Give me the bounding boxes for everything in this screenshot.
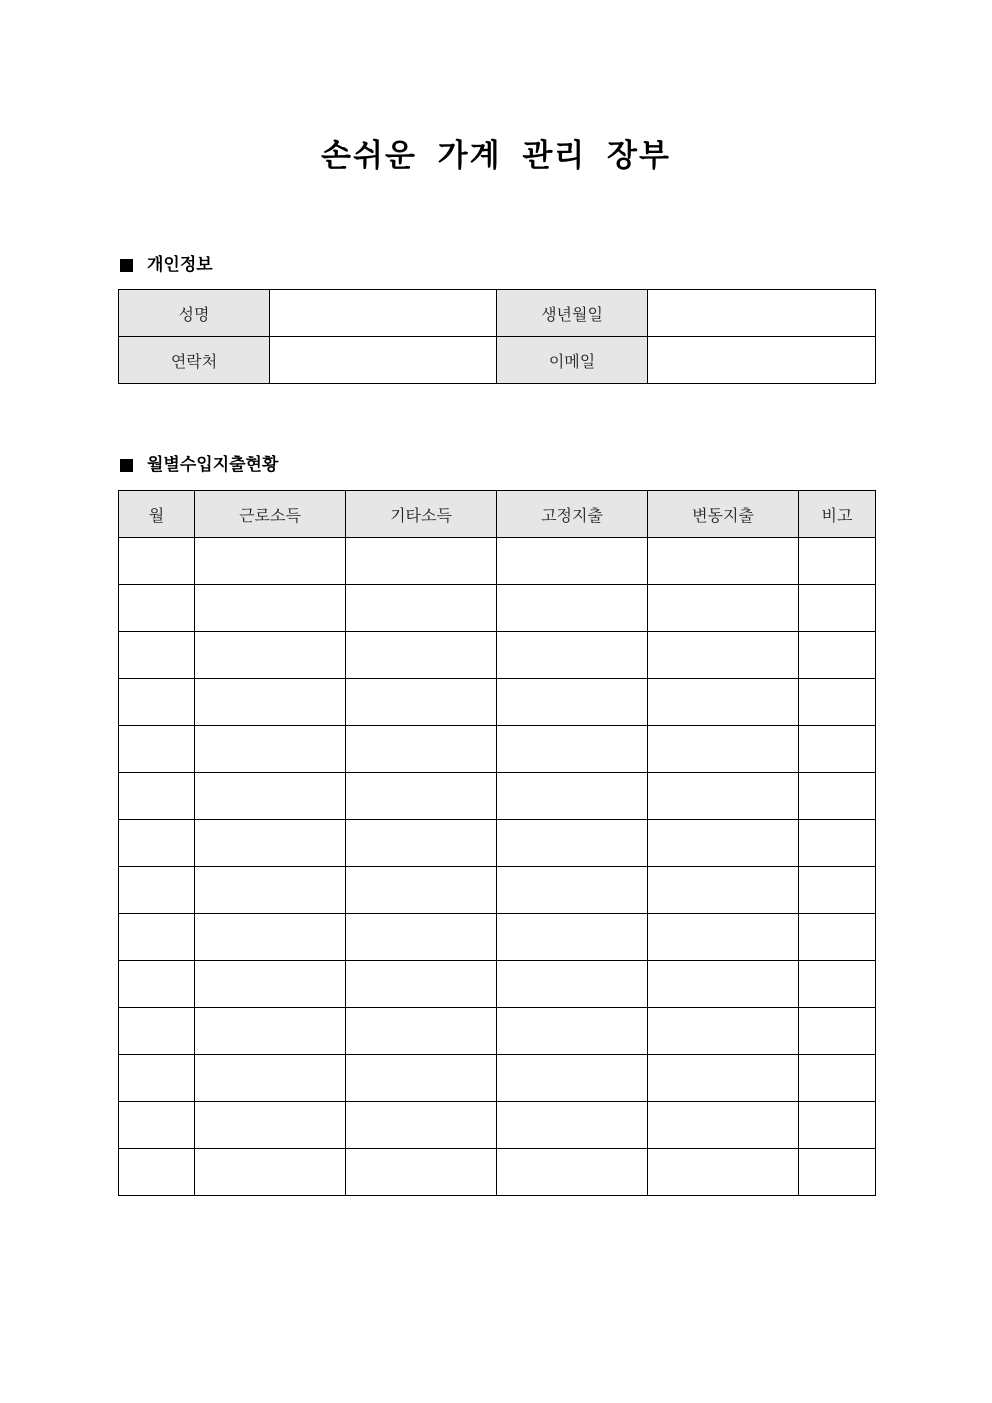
notes-cell[interactable] (799, 773, 876, 820)
month-cell[interactable] (119, 914, 195, 961)
earned-income-cell[interactable] (195, 820, 346, 867)
earned-income-cell[interactable] (195, 1055, 346, 1102)
other-income-cell[interactable] (346, 1055, 497, 1102)
column-header-earned-income: 근로소득 (195, 491, 346, 538)
notes-cell[interactable] (799, 961, 876, 1008)
fixed-expense-cell[interactable] (497, 538, 648, 585)
contact-field[interactable] (270, 337, 497, 384)
month-cell[interactable] (119, 585, 195, 632)
month-cell[interactable] (119, 867, 195, 914)
fixed-expense-cell[interactable] (497, 585, 648, 632)
notes-cell[interactable] (799, 726, 876, 773)
variable-expense-cell[interactable] (648, 632, 799, 679)
notes-cell[interactable] (799, 1102, 876, 1149)
variable-expense-cell[interactable] (648, 867, 799, 914)
table-row (119, 1008, 876, 1055)
month-cell[interactable] (119, 632, 195, 679)
table-row (119, 867, 876, 914)
monthly-ledger-table (118, 490, 876, 1196)
square-bullet-icon (120, 459, 133, 472)
section-heading-label: 개인정보 (147, 255, 213, 275)
variable-expense-cell[interactable] (648, 1055, 799, 1102)
earned-income-cell[interactable] (195, 538, 346, 585)
month-cell[interactable] (119, 773, 195, 820)
fixed-expense-cell[interactable] (497, 632, 648, 679)
earned-income-cell[interactable] (195, 1149, 346, 1196)
other-income-cell[interactable] (346, 1102, 497, 1149)
table-row (119, 961, 876, 1008)
fixed-expense-cell[interactable] (497, 961, 648, 1008)
earned-income-cell[interactable] (195, 726, 346, 773)
notes-cell[interactable] (799, 820, 876, 867)
fixed-expense-cell[interactable] (497, 1102, 648, 1149)
notes-cell[interactable] (799, 632, 876, 679)
month-cell[interactable] (119, 1055, 195, 1102)
variable-expense-cell[interactable] (648, 538, 799, 585)
month-cell[interactable] (119, 538, 195, 585)
personal-info-table (118, 289, 876, 384)
birthdate-label: 생년월일 (497, 290, 648, 337)
variable-expense-cell[interactable] (648, 679, 799, 726)
other-income-cell[interactable] (346, 961, 497, 1008)
fixed-expense-cell[interactable] (497, 679, 648, 726)
table-row (119, 337, 876, 384)
contact-label: 연락처 (119, 337, 270, 384)
section-heading-personal-info (118, 253, 213, 277)
variable-expense-cell[interactable] (648, 726, 799, 773)
fixed-expense-cell[interactable] (497, 1055, 648, 1102)
other-income-cell[interactable] (346, 867, 497, 914)
other-income-cell[interactable] (346, 1008, 497, 1055)
fixed-expense-cell[interactable] (497, 820, 648, 867)
table-row (119, 538, 876, 585)
month-cell[interactable] (119, 1149, 195, 1196)
variable-expense-cell[interactable] (648, 820, 799, 867)
column-header-notes: 비고 (799, 491, 876, 538)
name-label: 성명 (119, 290, 270, 337)
notes-cell[interactable] (799, 1055, 876, 1102)
fixed-expense-cell[interactable] (497, 726, 648, 773)
notes-cell[interactable] (799, 867, 876, 914)
fixed-expense-cell[interactable] (497, 1008, 648, 1055)
table-row (119, 1055, 876, 1102)
other-income-cell[interactable] (346, 820, 497, 867)
other-income-cell[interactable] (346, 726, 497, 773)
month-cell[interactable] (119, 961, 195, 1008)
fixed-expense-cell[interactable] (497, 867, 648, 914)
fixed-expense-cell[interactable] (497, 914, 648, 961)
fixed-expense-cell[interactable] (497, 1149, 648, 1196)
column-header-variable-expense: 변동지출 (648, 491, 799, 538)
earned-income-cell[interactable] (195, 585, 346, 632)
variable-expense-cell[interactable] (648, 1008, 799, 1055)
other-income-cell[interactable] (346, 773, 497, 820)
fixed-expense-cell[interactable] (497, 773, 648, 820)
table-row (119, 726, 876, 773)
other-income-cell[interactable] (346, 1149, 497, 1196)
page-title: 손쉬운 가계 관리 장부 (321, 138, 671, 174)
notes-cell[interactable] (799, 538, 876, 585)
earned-income-cell[interactable] (195, 1008, 346, 1055)
other-income-cell[interactable] (346, 914, 497, 961)
notes-cell[interactable] (799, 1149, 876, 1196)
month-cell[interactable] (119, 820, 195, 867)
square-bullet-icon (120, 259, 133, 272)
earned-income-cell[interactable] (195, 679, 346, 726)
column-header-month: 월 (119, 491, 195, 538)
table-row (119, 820, 876, 867)
notes-cell[interactable] (799, 914, 876, 961)
other-income-cell[interactable] (346, 538, 497, 585)
variable-expense-cell[interactable] (648, 585, 799, 632)
other-income-cell[interactable] (346, 679, 497, 726)
table-row (119, 773, 876, 820)
earned-income-cell[interactable] (195, 773, 346, 820)
earned-income-cell[interactable] (195, 1102, 346, 1149)
table-row (119, 290, 876, 337)
table-row (119, 914, 876, 961)
month-cell[interactable] (119, 679, 195, 726)
notes-cell[interactable] (799, 585, 876, 632)
email-label: 이메일 (497, 337, 648, 384)
section-heading-monthly (118, 453, 278, 477)
notes-cell[interactable] (799, 1008, 876, 1055)
month-cell[interactable] (119, 1102, 195, 1149)
birthdate-field[interactable] (648, 290, 876, 337)
table-row (119, 1149, 876, 1196)
variable-expense-cell[interactable] (648, 961, 799, 1008)
earned-income-cell[interactable] (195, 867, 346, 914)
month-cell[interactable] (119, 1008, 195, 1055)
other-income-cell[interactable] (346, 585, 497, 632)
table-row (119, 585, 876, 632)
notes-cell[interactable] (799, 679, 876, 726)
month-cell[interactable] (119, 726, 195, 773)
earned-income-cell[interactable] (195, 914, 346, 961)
name-field[interactable] (270, 290, 497, 337)
column-header-other-income: 기타소득 (346, 491, 497, 538)
table-row (119, 632, 876, 679)
table-row (119, 1102, 876, 1149)
section-heading-label: 월별수입지출현황 (147, 455, 279, 475)
table-header-row (119, 491, 876, 538)
table-row (119, 679, 876, 726)
column-header-fixed-expense: 고정지출 (497, 491, 648, 538)
earned-income-cell[interactable] (195, 961, 346, 1008)
variable-expense-cell[interactable] (648, 1102, 799, 1149)
variable-expense-cell[interactable] (648, 914, 799, 961)
other-income-cell[interactable] (346, 632, 497, 679)
email-field[interactable] (648, 337, 876, 384)
variable-expense-cell[interactable] (648, 1149, 799, 1196)
earned-income-cell[interactable] (195, 632, 346, 679)
variable-expense-cell[interactable] (648, 773, 799, 820)
